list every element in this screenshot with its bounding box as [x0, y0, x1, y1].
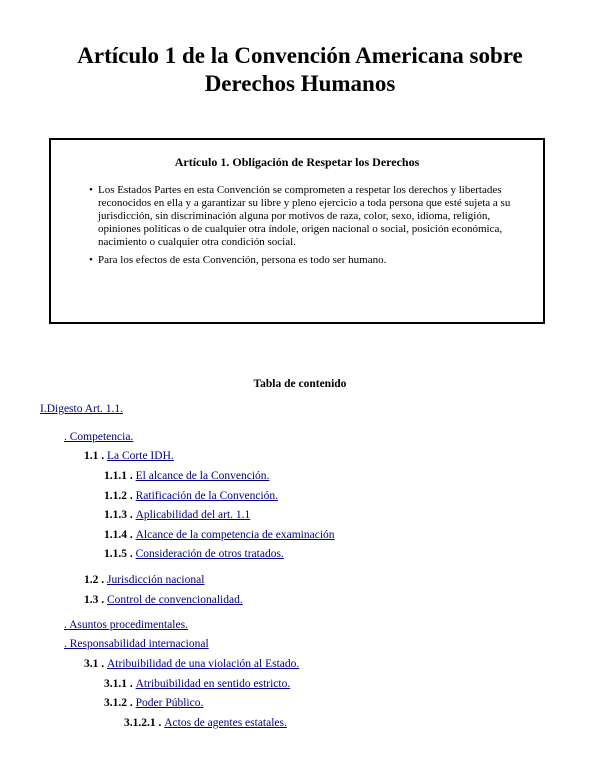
toc-item — [40, 402, 123, 416]
bullet-icon: • — [89, 254, 93, 266]
toc-link[interactable]: . Asuntos procedimentales. — [64, 619, 188, 631]
article-bullet — [89, 254, 534, 267]
article-bullet-list — [89, 184, 534, 272]
toc-number: 3.1.2 . — [104, 697, 136, 709]
toc-link[interactable]: . Competencia. — [64, 431, 134, 443]
article-bullet-text: Para los efectos de esta Convención, persona es todo ser humano. — [98, 254, 387, 266]
toc-item — [104, 696, 203, 710]
toc-heading: Tabla de contenido — [253, 378, 347, 390]
toc-number: 1.2 . — [84, 574, 107, 586]
toc-item — [64, 637, 209, 651]
page-title-line-1: Artículo 1 de la Convención Americana sobre — [77, 43, 523, 68]
toc-link[interactable]: . Responsabilidad internacional — [64, 638, 209, 650]
toc-item — [104, 508, 250, 522]
page-title — [0, 42, 600, 98]
toc-number: 1.1.4 . — [104, 529, 136, 541]
toc-item — [64, 430, 133, 444]
toc-item — [104, 677, 290, 691]
toc-number: 3.1.1 . — [104, 678, 136, 690]
toc-link[interactable]: Control de convencionalidad. — [107, 594, 243, 606]
toc-number: 3.1 . — [84, 658, 107, 670]
article-bullet-text: Los Estados Partes en esta Convención se comprometen a respetar los derechos y libertades reconocidos en ella y a garantizar su libre y pleno ejercicio a toda persona que esté sujeta a su jurisdicción, sin discriminación alguna por motivos de raza, color, sexo, idioma, religión, opiniones políticas o de cualquier otra índole, origen nacional o social, posición económica, nacimiento o cualquier otra condición social. — [98, 184, 511, 248]
toc-item — [64, 618, 188, 632]
toc-item — [104, 489, 278, 503]
toc-number: 1.1.3 . — [104, 509, 136, 521]
toc-link[interactable]: Poder Público. — [135, 697, 204, 709]
article-bullet — [89, 184, 534, 249]
toc-link[interactable]: Atribuibilidad en sentido estricto. — [135, 678, 291, 690]
toc-number: 3.1.2.1 . — [124, 717, 165, 729]
toc-link[interactable]: Atribuibilidad de una violación al Estado. — [107, 658, 300, 670]
toc-item — [84, 657, 299, 671]
toc-number: 1.1 . — [84, 450, 107, 462]
toc-number: 1.1.5 . — [104, 548, 136, 560]
toc-item — [104, 528, 335, 542]
toc-item — [84, 593, 243, 607]
toc-number: 1.1.2 . — [104, 490, 136, 502]
toc-link[interactable]: Aplicabilidad del art. 1.1 — [135, 509, 251, 521]
toc-item — [84, 573, 204, 587]
page-title-line-2: Derechos Humanos — [204, 71, 396, 96]
article-heading: Artículo 1. Obligación de Respetar los Derechos — [174, 155, 420, 169]
toc-item — [104, 469, 269, 483]
toc-link[interactable]: La Corte IDH. — [107, 450, 174, 462]
toc-link[interactable]: Consideración de otros tratados. — [135, 548, 284, 560]
toc-link[interactable]: El alcance de la Convención. — [135, 470, 270, 482]
toc-item — [124, 716, 287, 730]
toc-number: 1.1.1 . — [104, 470, 136, 482]
toc-link[interactable]: I.Digesto Art. 1.1. — [40, 403, 124, 415]
toc-link[interactable]: Alcance de la competencia de examinación — [135, 529, 335, 541]
bullet-icon: • — [89, 184, 93, 196]
toc-item — [104, 547, 284, 561]
toc-item — [84, 449, 174, 463]
toc-link[interactable]: Ratificación de la Convención. — [135, 490, 279, 502]
toc-number: 1.3 . — [84, 594, 107, 606]
article-box — [49, 138, 545, 324]
toc-link[interactable]: Actos de agentes estatales. — [164, 717, 287, 729]
toc-link[interactable]: Jurisdicción nacional — [107, 574, 205, 586]
